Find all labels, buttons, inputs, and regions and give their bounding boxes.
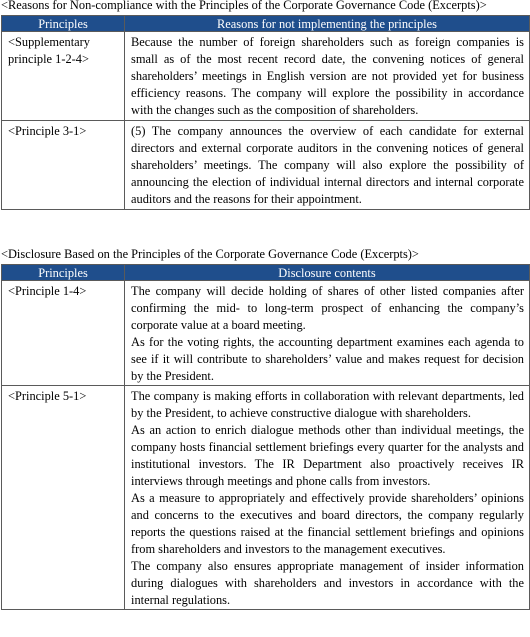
disclosure-cell (125, 281, 530, 386)
principle-label: <Principle 1-4> (2, 281, 125, 386)
disclosure-table (1, 264, 530, 610)
disclosure-cell (125, 386, 530, 610)
table-row (2, 32, 530, 121)
reason-cell (125, 121, 530, 210)
disclosure-paragraph: As a measure to appropriately and effectively provide shareholders’ opinions and concerns to the executives and board directors, the company regularly reports the questions raised at the financial settlement briefings and opinions from shareholders and investors to the management executives. (131, 491, 524, 556)
column-header-disclosure: Disclosure contents (125, 265, 530, 281)
reason-paragraph: (5) The company announces the overview of each candidate for external directors and external corporate auditors in the convening notices of general shareholders’ meetings. The company will also explore the possibility of announcing the election of individual internal directors and internal corporate auditors and the reasons for their appointment. (131, 124, 524, 206)
column-header-principles: Principles (2, 265, 125, 281)
principle-label: <Principle 5-1> (2, 386, 125, 610)
table-header-row (2, 16, 530, 32)
disclosure-paragraph: As for the voting rights, the accounting department examines each agenda to see if it will contribute to shareholders’ value and makes request for decision by the President. (131, 335, 524, 383)
disclosure-paragraph: The company also ensures appropriate management of insider information during dialogues with shareholders and investors in accordance with the internal regulations. (131, 559, 524, 607)
table-row (2, 386, 530, 610)
principle-label: <Supplementary principle 1-2-4> (2, 32, 125, 121)
reason-cell (125, 32, 530, 121)
principle-label: <Principle 3-1> (2, 121, 125, 210)
table-header-row (2, 265, 530, 281)
section-title-disclosure: <Disclosure Based on the Principles of the Corporate Governance Code (Excerpts)> (1, 247, 419, 261)
disclosure-paragraph: The company will decide holding of shares of other listed companies after confirming the mid- to long-term prospect of enhancing the company’s corporate value at a board meeting. (131, 284, 524, 332)
noncompliance-table (1, 15, 530, 210)
disclosure-paragraph: As an action to enrich dialogue methods other than individual meetings, the company hosts financial settlement briefings every quarter for the analysts and institutional investors. The IR Department also proactively receives IR interviews through meetings and phone calls from investors. (131, 423, 524, 488)
disclosure-paragraph: The company is making efforts in collaboration with relevant departments, led by the President, to achieve constructive dialogue with shareholders. (131, 389, 524, 420)
column-header-principles: Principles (2, 16, 125, 32)
reason-paragraph: Because the number of foreign shareholders such as foreign companies is small as of the most recent record date, the convening notices of general shareholders’ meetings in English version are not provided yet for business efficiency reasons. The company will explore the possibility in accordance with the changes such as the composition of shareholders. (131, 35, 524, 117)
section-title-noncompliance: <Reasons for Non-compliance with the Principles of the Corporate Governance Code (Excerpts)> (1, 0, 487, 12)
table-row (2, 121, 530, 210)
table-row (2, 281, 530, 386)
column-header-reasons: Reasons for not implementing the principles (125, 16, 530, 32)
